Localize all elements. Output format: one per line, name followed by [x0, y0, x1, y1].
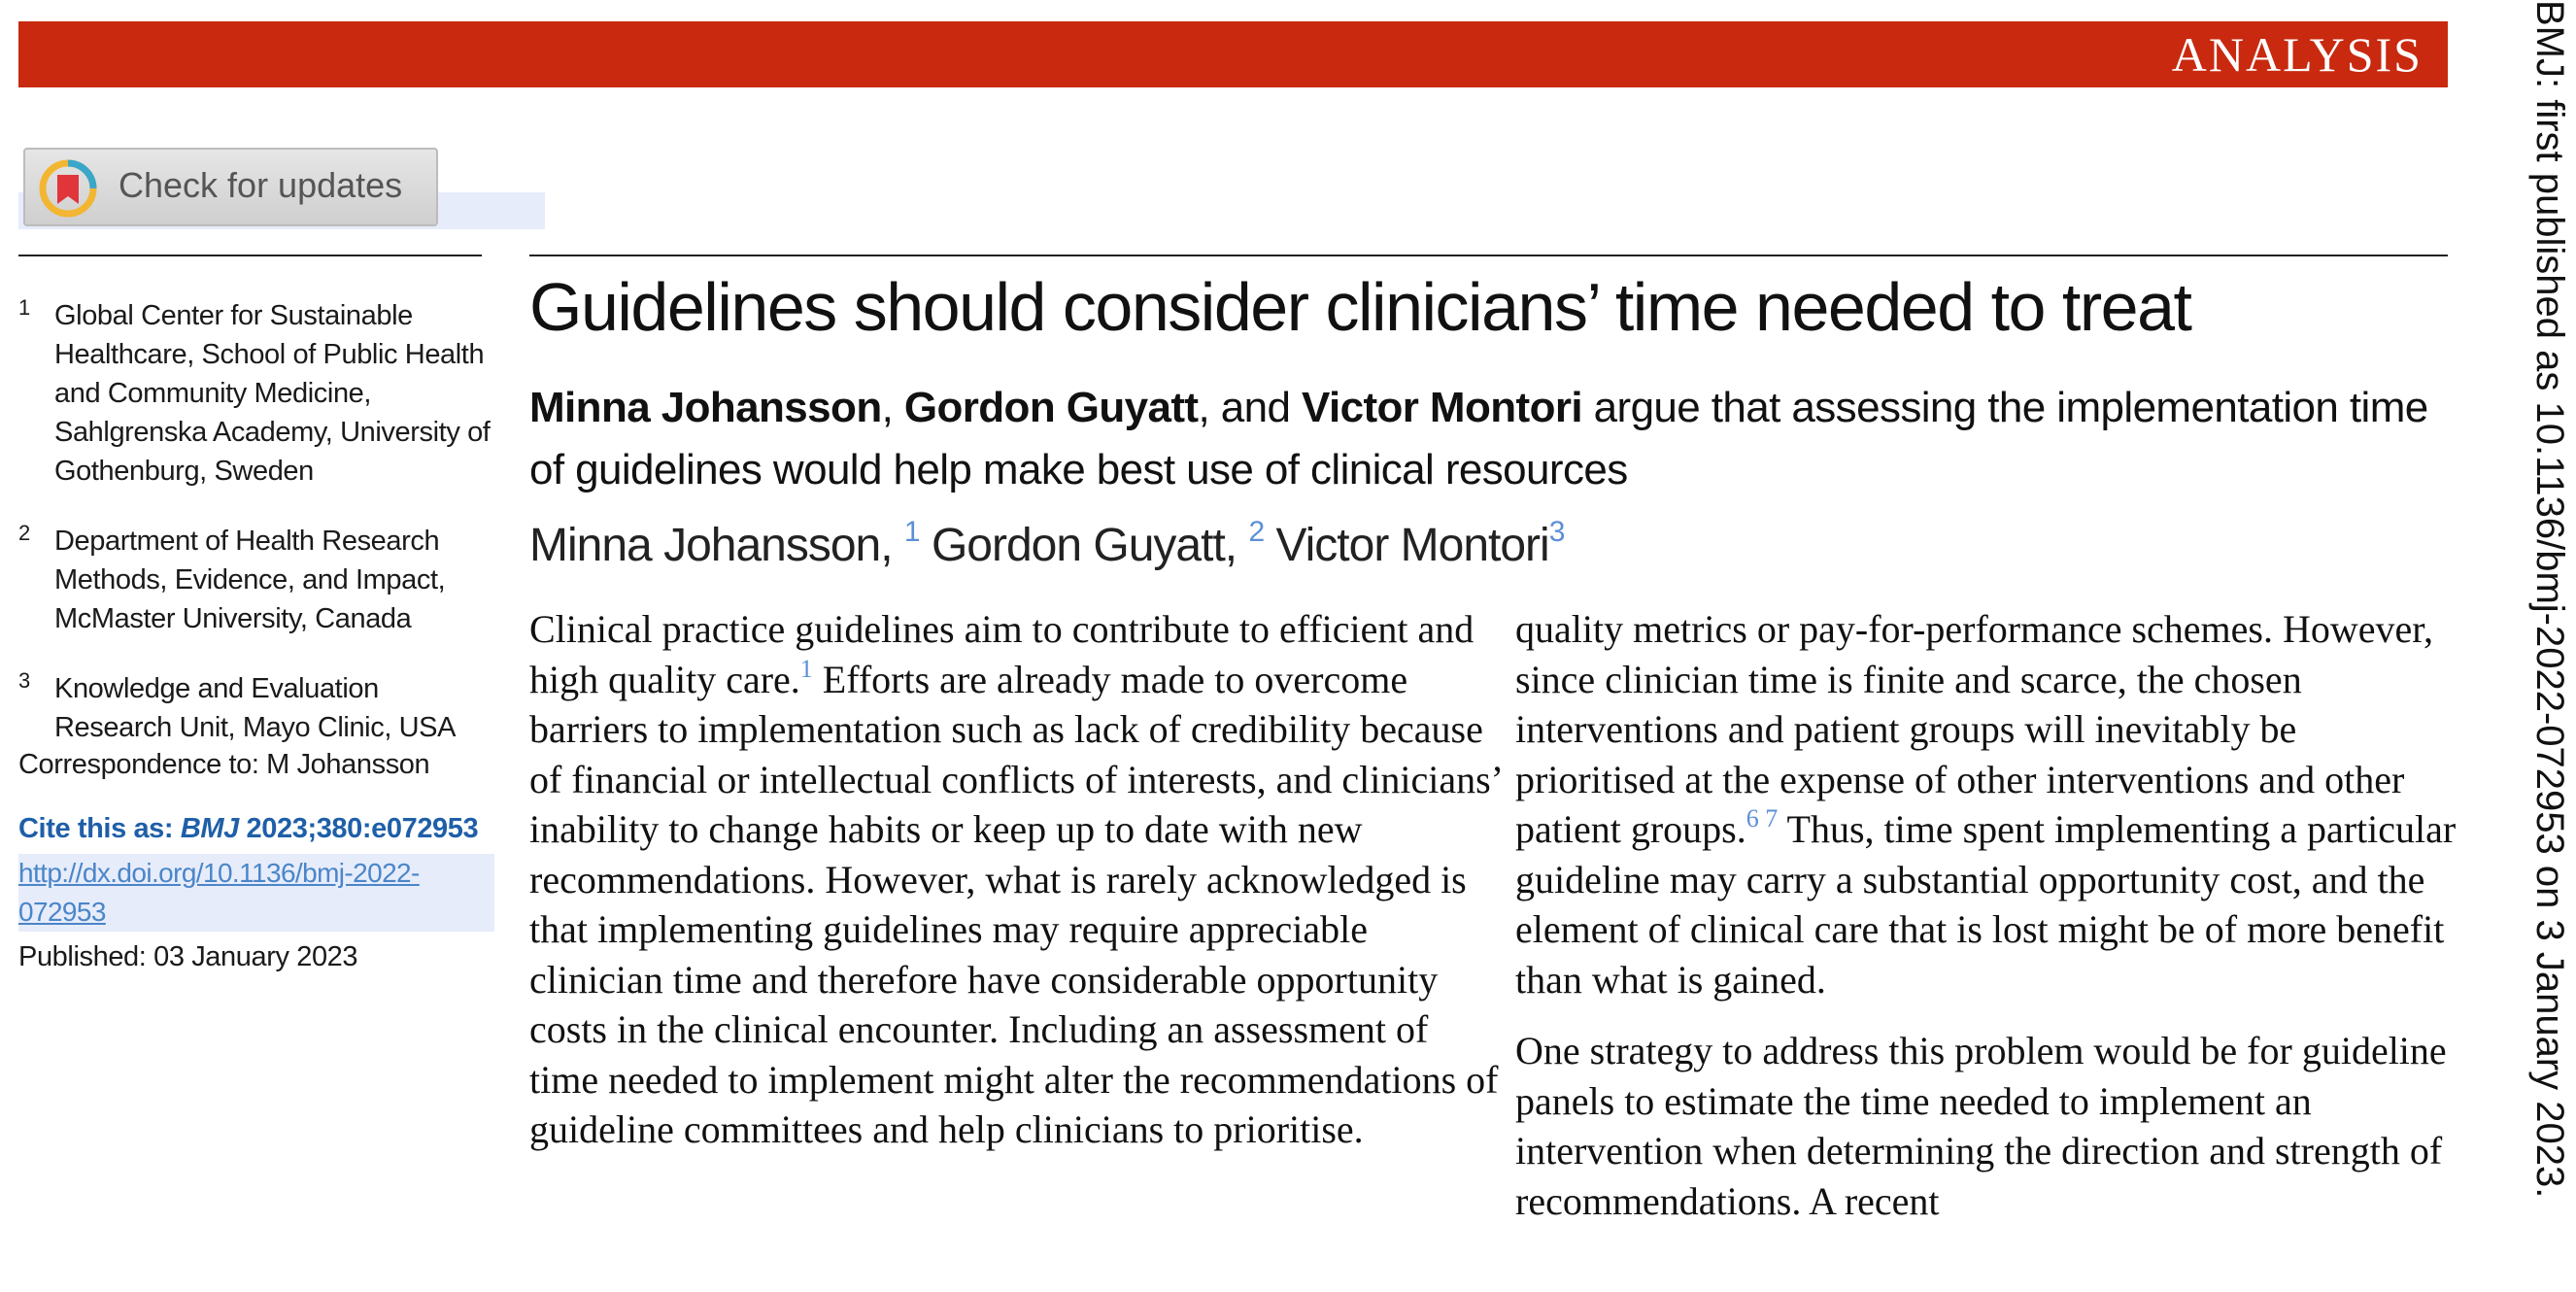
- standfirst: [529, 377, 2453, 501]
- affiliation-2: [18, 522, 494, 638]
- affiliation-number: 2: [18, 521, 30, 545]
- check-for-updates-label: Check for updates: [119, 165, 403, 205]
- author-name: Victor Montori: [1264, 520, 1549, 571]
- article-title: Guidelines should consider clinicians’ time needed to treat: [529, 269, 2191, 345]
- standfirst-text: argue that assessing the implementation time of guidelines would help make best use of clinical resources: [529, 384, 2428, 493]
- standfirst-author: Gordon Guyatt: [903, 384, 1199, 431]
- check-for-updates-button[interactable]: [23, 148, 438, 226]
- doi-link[interactable]: http://dx.doi.org/10.1136/bmj-2022-072953: [18, 854, 494, 932]
- author-list: [529, 517, 2453, 575]
- section-label: ANALYSIS: [2171, 27, 2423, 82]
- affiliation-1: [18, 296, 494, 491]
- body-text: Efforts are already made to overcome barriers to implementation such as lack of credibility because of financial or intellectual conflicts of interests, and clinicians’ inability to change habits or keep up to date with new recommendations. However, what is rarely acknowledged is that implementing guidelines may require appreciable clinician time and therefore have considerable opportunity costs in the clinical encounter. Including an assessment of time needed to implement might alter the recommendations of guideline committees and help clinicians to prioritise.: [529, 657, 1501, 1151]
- author-affiliation-link[interactable]: 2: [1248, 516, 1265, 548]
- citation: [18, 809, 494, 848]
- author-name: Gordon Guyatt,: [919, 520, 1249, 571]
- vertical-publication-note: BMJ: first published as 10.1136/bmj-2022-072953 on 3 January 2023.: [2528, 0, 2571, 1199]
- author-affiliation-link[interactable]: 1: [903, 516, 920, 548]
- sidebar-rule: [18, 255, 482, 256]
- affiliation-text: Knowledge and Evaluation Research Unit, Mayo Clinic, USA: [54, 673, 457, 743]
- citation-prefix: Cite this as:: [18, 813, 181, 844]
- body-column-2: [1515, 604, 2457, 1247]
- affiliation-text: Department of Health Research Methods, Evidence, and Impact, McMaster University, Canada: [54, 526, 446, 634]
- body-paragraph: [529, 604, 1501, 1155]
- standfirst-separator: ,: [881, 384, 904, 431]
- body-text: Thus, time spent implementing a particular guideline may carry a substantial opportunity cost, and the element of clinical care that is lost might be of more benefit than what is gained.: [1515, 807, 2457, 1002]
- standfirst-separator: , and: [1198, 384, 1302, 431]
- title-rule: [529, 255, 2448, 256]
- check-for-updates-icon: [39, 159, 97, 218]
- author-name: Minna Johansson,: [529, 520, 904, 571]
- body-text: quality metrics or pay-for-performance schemes. However, since clinician time is finite and scarce, the chosen interventions and patient groups will inevitably be prioritised at the expense of other interventions and other patient groups.: [1515, 607, 2433, 851]
- correspondence: Correspondence to: M Johansson: [18, 749, 430, 780]
- reference-link[interactable]: 1: [799, 654, 813, 683]
- affiliation-3: [18, 669, 494, 747]
- affiliation-number: 1: [18, 295, 30, 320]
- body-paragraph: [1515, 604, 2457, 1004]
- affiliation-number: 3: [18, 668, 30, 693]
- sidebar: [18, 296, 494, 976]
- standfirst-author: Minna Johansson: [529, 384, 882, 431]
- standfirst-author: Victor Montori: [1302, 384, 1583, 431]
- reference-link[interactable]: 6 7: [1746, 804, 1779, 833]
- body-paragraph: One strategy to address this problem would be for guideline panels to estimate the time needed to implement an intervention when determining the direction and strength of recommendations. A recent: [1515, 1029, 2447, 1223]
- body-text: Clinical practice guidelines aim to contribute to efficient and high quality care.: [529, 607, 1474, 701]
- body-column-1: [529, 604, 1501, 1176]
- citation-reference: 2023;380:e072953: [238, 813, 479, 844]
- section-banner: [18, 21, 2448, 87]
- affiliation-text: Global Center for Sustainable Healthcare, School of Public Health and Community Medicine, Sahlgrenska Academy, University of Gothenburg, Sweden: [54, 300, 491, 487]
- citation-journal: BMJ: [180, 813, 239, 844]
- published-date: Published: 03 January 2023: [18, 941, 358, 972]
- author-affiliation-link[interactable]: 3: [1548, 516, 1565, 548]
